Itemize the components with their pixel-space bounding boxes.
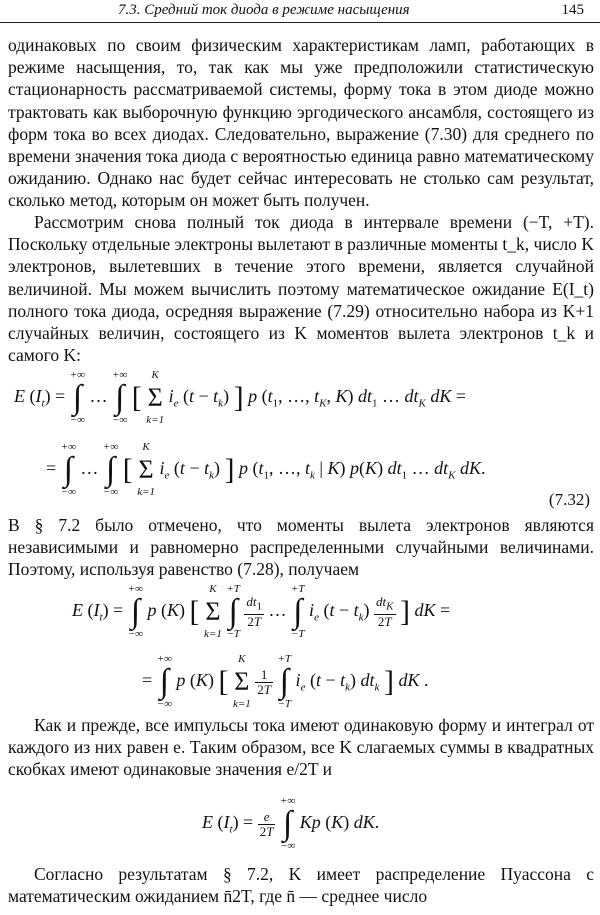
equation-7-32-line-1 — [0, 366, 600, 436]
paragraph-3: В § 7.2 было отмечено, что моменты вылета электронов являются независимыми и равномерно распределенными случайными величинами. Поэтому, используя равенство (7.28), получаем — [8, 515, 594, 580]
paragraph-4: Как и прежде, все импульсы тока имеют одинаковую форму и интеграл от каждого из них равен e. Таким образом, все K слагаемых суммы в квадратных скобках имеют одинаковые значения e/2T и — [8, 715, 594, 780]
equation-b-line-2-rendered: = +∞ ∫ −∞ p (K) [ K Σ k=1 $\frac{1}{2T}$ +T ∫ −T $i_e$ $(t - t_k)$ $dt_k$ ] dK . — [142, 653, 429, 710]
equation-c — [0, 792, 600, 862]
page-number: 145 — [561, 2, 584, 18]
equation-b-line-2 — [0, 650, 600, 722]
running-header — [0, 0, 600, 23]
equation-b-line-1-rendered: E $(I_t)$ = +∞ ∫ −∞ p (K) [ K Σ k=1 +T ∫ −T $\frac{dt_1}{2T}$ … +T ∫ −T $i_e$ $(t - t_k)$ $\frac{dt_K}{2T}$ ] dK = — [72, 583, 451, 640]
equation-7-32-line-1-rendered: E $(I_t)$ = +∞ ∫ −∞ … +∞ ∫ −∞ [ K Σ k=1 $i_e$ $(t - t_k)$ ] p ($t_1$, …, $t_K$, K) $dt_1$ … $dt_K$ dK = — [14, 369, 466, 426]
equation-7-32-line-2 — [0, 438, 600, 508]
equation-7-32-line-2-rendered: = +∞ ∫ −∞ … +∞ ∫ −∞ [ K Σ k=1 $i_e$ $(t - t_k)$ ] p ($t_1$, …, $t_k$ | K) p(K) $dt_1$ … $dt_K$ dK. — [46, 441, 486, 498]
equation-c-rendered: E $(I_t)$ = $\frac{e}{2T}$ +∞ ∫ −∞ Kp (K) dK. — [202, 795, 380, 852]
paragraph-1: одинаковых по своим физическим характеристикам ламп, работающих в режиме насыщения, то, так как мы уже предположили статистическую стационарность рассматриваемой системы, форму тока в этом диоде можно трактовать как выборочную функцию эргодического ансамбля, состоящего из форм тока во всех диодах. Следовательно, выражение (7.30) для среднего по времени значения тока диода с вероятностью единица равно математическому ожиданию. Однако нас будет сейчас интересовать не столько сам результат, сколько метод, которым он может быть получен. — [8, 35, 594, 211]
equation-number-7-32: (7.32) — [548, 490, 590, 509]
paragraph-5: Согласно результатам § 7.2, K имеет распределение Пуассона с математическим ожиданием n̄2T, где n̄ — среднее число — [8, 864, 594, 907]
paragraph-2: Рассмотрим снова полный ток диода в интервале времени (−T, +T). Поскольку отдельные электроны вылетают в различные моменты t_k, число K электронов, вылетевших в течение этого времени, является случайной величиной. Мы можем вычислить поэтому математическое ожидание E(I_t) полного тока диода, осредняя выражение (7.29) относительно набора из K+1 случайных величин, состоящего из K моментов вылета электронов t_k и самого K: — [8, 212, 594, 366]
header-title: 7.3. Средний ток диода в режиме насыщения — [118, 2, 410, 18]
equation-b-line-1 — [0, 580, 600, 652]
